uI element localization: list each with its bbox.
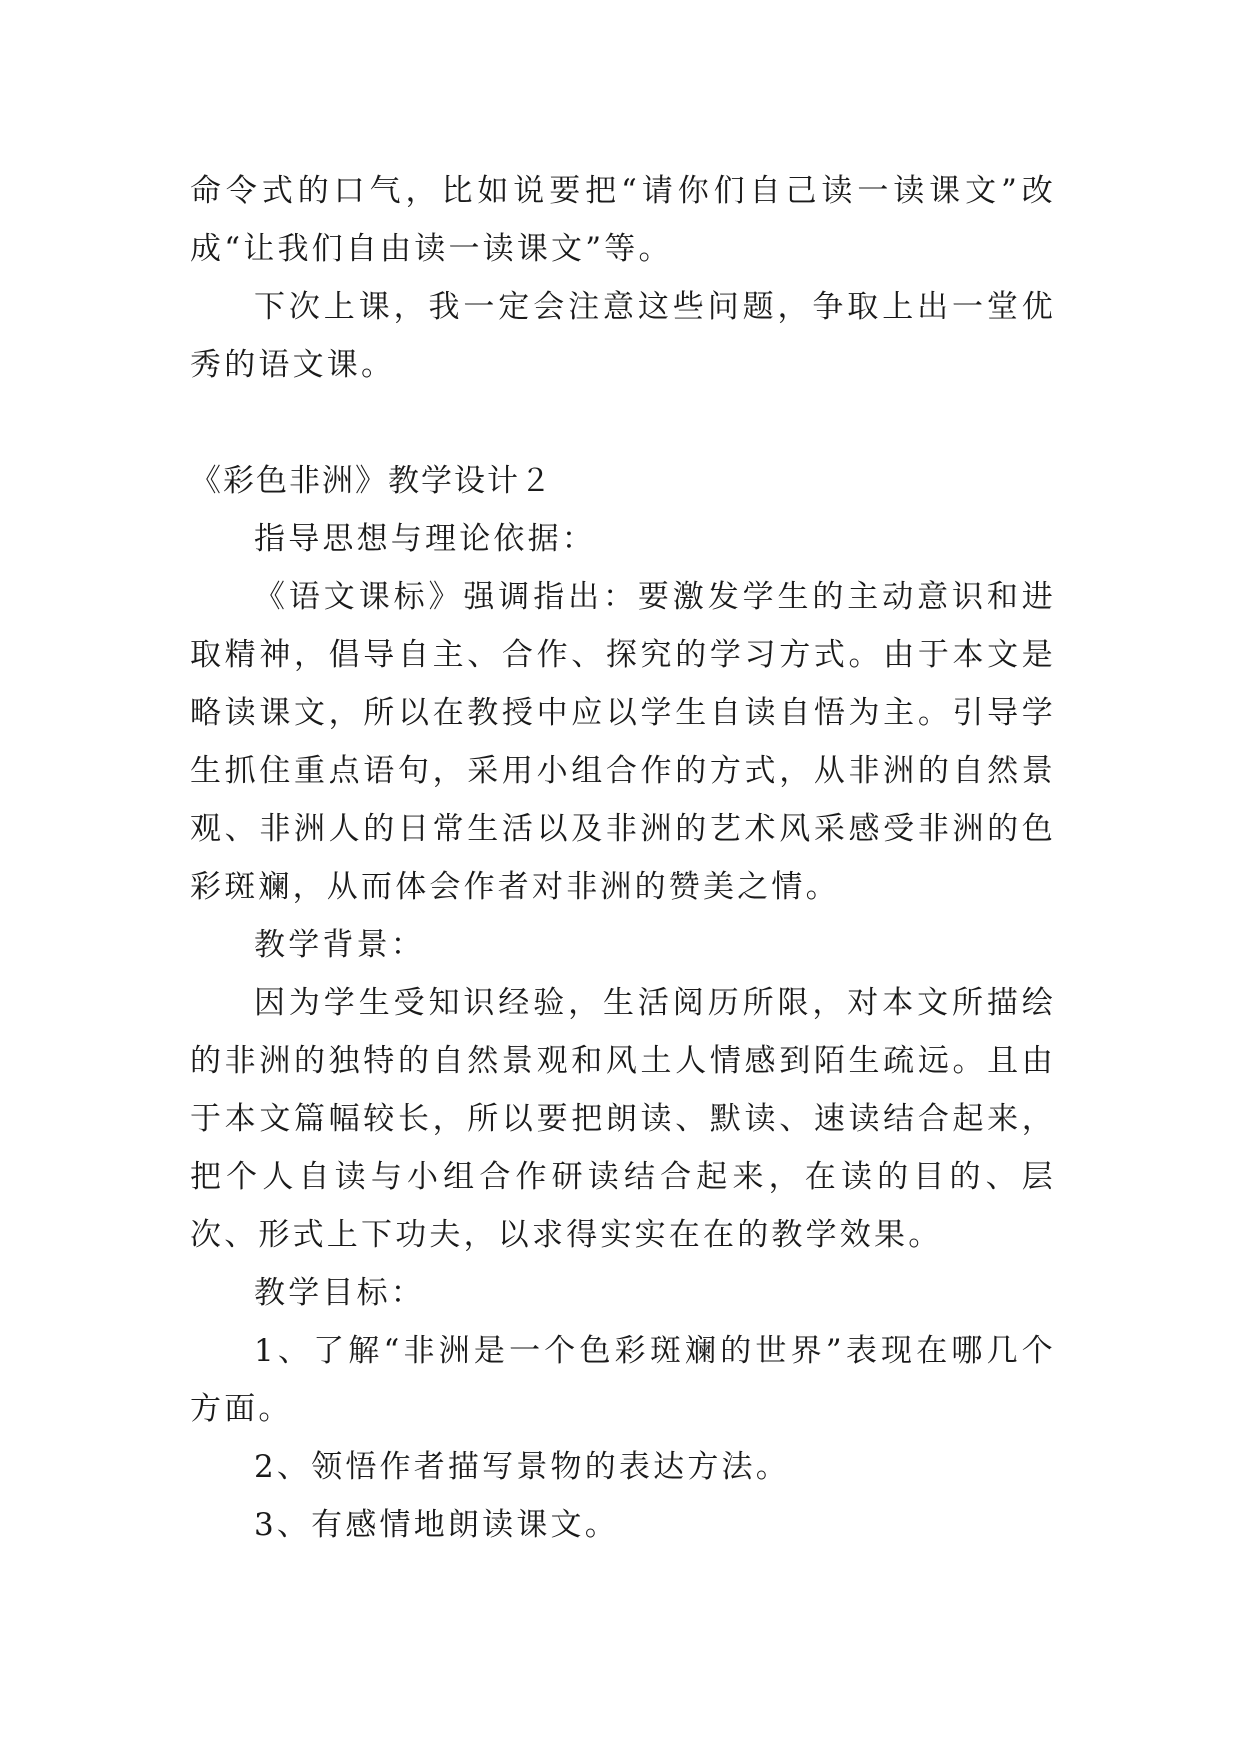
objective-item-1: 1、了解“非洲是一个色彩斑斓的世界”表现在哪几个方面。 bbox=[190, 1333, 1056, 1427]
section-title: 《彩色非洲》教学设计２ bbox=[190, 463, 553, 499]
subheading-objectives: 教学目标： bbox=[254, 1275, 425, 1311]
subheading-guiding-ideas: 指导思想与理论依据： bbox=[254, 521, 596, 557]
paragraph-closing: 下次上课，我一定会注意这些问题，争取上出一堂优秀的语文课。 bbox=[190, 289, 1056, 383]
paragraph-background: 因为学生受知识经验，生活阅历所限，对本文所描绘的非洲的独特的自然景观和风土人情感到陌生疏远。且由于本文篇幅较长，所以要把朗读、默读、速读结合起来，把个人自读与小组合作研读结合起来，在读的目的、层次、形式上下功夫，以求得实实在在的教学效果。 bbox=[190, 985, 1056, 1253]
objective-item-2: 2、领悟作者描写景物的表达方法。 bbox=[254, 1449, 790, 1485]
paragraph-curriculum: 《语文课标》强调指出：要激发学生的主动意识和进取精神，倡导自主、合作、探究的学习方式。由于本文是略读课文，所以在教授中应以学生自读自悟为主。引导学生抓住重点语句，采用小组合作的方式，从非洲的自然景观、非洲人的日常生活以及非洲的艺术风采感受非洲的色彩斑斓，从而体会作者对非洲的赞美之情。 bbox=[190, 579, 1056, 905]
paragraph-continuation: 命令式的口气，比如说要把“请你们自己读一读课文”改成“让我们自由读一读课文”等。 bbox=[190, 173, 1056, 267]
document-body bbox=[190, 162, 1056, 1554]
subheading-background: 教学背景： bbox=[254, 927, 425, 963]
objective-item-3: 3、有感情地朗读课文。 bbox=[254, 1507, 619, 1543]
